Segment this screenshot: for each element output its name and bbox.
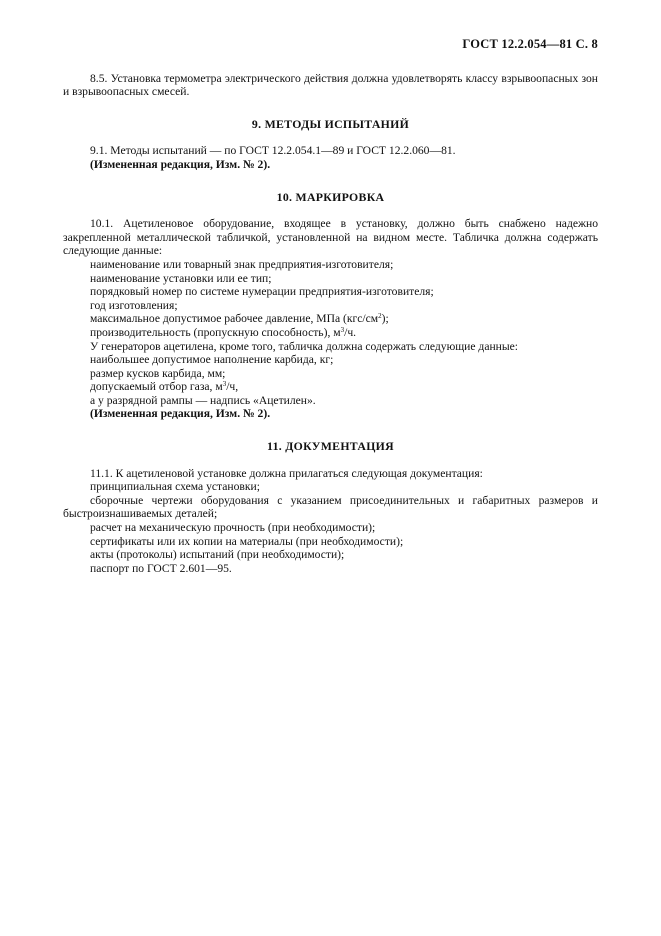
list-item: порядковый номер по системе нумерации предприятия-изготовителя; — [90, 285, 434, 299]
list-item: год изготовления; — [90, 298, 178, 312]
generators-intro: У генераторов ацетилена, кроме того, табличка должна содержать следующие данные: — [90, 339, 519, 353]
pressure-suffix: ); — [381, 312, 389, 326]
performance-suffix: /ч. — [344, 325, 357, 339]
gas-text: допускаемый отбор газа, м — [90, 380, 223, 394]
list-item-pressure — [63, 312, 598, 326]
list-item: наименование или товарный знак предприятия-изготовителя; — [90, 257, 394, 271]
list-item-drawings: сборочные чертежи оборудования с указанием присоединительных и габаритных размеров и быстроизнашиваемых деталей; — [63, 493, 598, 521]
list-item-performance — [63, 326, 598, 340]
clause-9-1: 9.1. Методы испытаний — по ГОСТ 12.2.054.1—89 и ГОСТ 12.2.060—81. — [90, 144, 456, 158]
list-item: сертификаты или их копии на материалы (при необходимости); — [90, 534, 404, 548]
clause-8-5: 8.5. Установка термометра электрического действия должна удовлетворять классу взрывоопасных зон и взрывоопасных смесей. — [63, 71, 598, 99]
list-item: принципиальная схема установки; — [90, 480, 260, 494]
list-item-gas — [63, 380, 598, 394]
list-item: наибольшее допустимое наполнение карбида, кг; — [90, 353, 334, 367]
amendment-note-9: (Измененная редакция, Изм. № 2). — [90, 157, 271, 171]
running-head: ГОСТ 12.2.054—81 С. 8 — [462, 37, 598, 51]
list-item: наименование установки или ее тип; — [90, 271, 272, 285]
performance-text: производительность (пропускную способность), м — [90, 325, 341, 339]
section-9-heading: 9. МЕТОДЫ ИСПЫТАНИЙ — [251, 116, 410, 131]
clause-11-1: 11.1. К ацетиленовой установке должна прилагаться следующая документация: — [90, 466, 483, 480]
gas-suffix: /ч, — [226, 380, 239, 394]
section-10-heading: 10. МАРКИРОВКА — [276, 189, 385, 204]
document-page — [63, 38, 598, 575]
pressure-text: максимальное допустимое рабочее давление, МПа (кгс/см — [90, 312, 379, 326]
list-item: акты (протоколы) испытаний (при необходимости); — [90, 548, 345, 562]
superscript: 3 — [340, 325, 345, 334]
superscript: 3 — [222, 380, 227, 389]
list-item: размер кусков карбида, мм; — [90, 366, 226, 380]
section-11-heading: 11. ДОКУМЕНТАЦИЯ — [267, 439, 394, 454]
list-item: паспорт по ГОСТ 2.601—95. — [90, 561, 232, 575]
list-item: расчет на механическую прочность (при необходимости); — [90, 521, 376, 535]
superscript: 2 — [378, 312, 382, 321]
amendment-note-10: (Измененная редакция, Изм. № 2). — [90, 407, 271, 421]
list-item-ramp: а у разрядной рампы — надпись «Ацетилен». — [90, 393, 316, 407]
clause-10-1: 10.1. Ацетиленовое оборудование, входящее в установку, должно быть снабжено надежно закрепленной металлической табличкой, установленной на видном месте. Табличка должна содержать следующие данные: — [63, 217, 598, 258]
